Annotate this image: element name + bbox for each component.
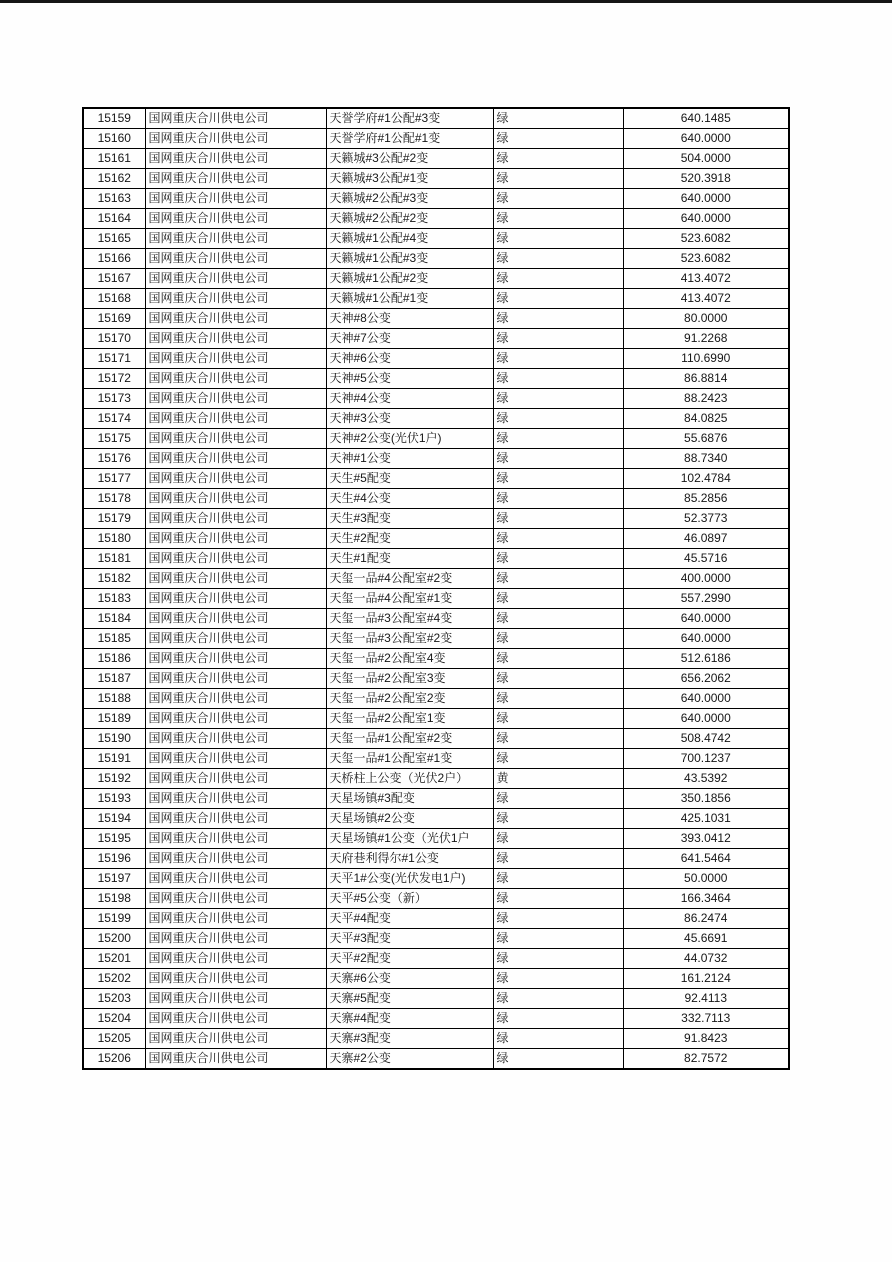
row-id-cell: 15187 [83, 669, 145, 689]
company-name-cell: 国网重庆合川供电公司 [145, 849, 326, 869]
status-color-label-cell: 绿 [493, 569, 623, 589]
company-name-cell: 国网重庆合川供电公司 [145, 389, 326, 409]
capacity-value-cell: 413.4072 [623, 269, 789, 289]
transformer-name-cell: 天籁城#3公配#1变 [326, 169, 493, 189]
company-name-cell: 国网重庆合川供电公司 [145, 809, 326, 829]
company-name-cell: 国网重庆合川供电公司 [145, 409, 326, 429]
row-id-cell: 15181 [83, 549, 145, 569]
table-row [83, 369, 789, 389]
status-color-label-cell: 绿 [493, 369, 623, 389]
table-row [83, 169, 789, 189]
transformer-name-cell: 天神#3公变 [326, 409, 493, 429]
row-id-cell: 15188 [83, 689, 145, 709]
table-row [83, 489, 789, 509]
row-id-cell: 15164 [83, 209, 145, 229]
status-color-label-cell: 绿 [493, 829, 623, 849]
row-id-cell: 15177 [83, 469, 145, 489]
row-id-cell: 15163 [83, 189, 145, 209]
capacity-value-cell: 82.7572 [623, 1049, 789, 1070]
status-color-label-cell: 绿 [493, 129, 623, 149]
status-color-label-cell: 绿 [493, 409, 623, 429]
transformer-name-cell: 天寨#2公变 [326, 1049, 493, 1070]
status-color-label-cell: 绿 [493, 149, 623, 169]
row-id-cell: 15172 [83, 369, 145, 389]
row-id-cell: 15194 [83, 809, 145, 829]
transformer-name-cell: 天平#5公变（新） [326, 889, 493, 909]
company-name-cell: 国网重庆合川供电公司 [145, 629, 326, 649]
table-row [83, 749, 789, 769]
capacity-value-cell: 43.5392 [623, 769, 789, 789]
page-top-border [0, 0, 892, 3]
row-id-cell: 15203 [83, 989, 145, 1009]
table-row [83, 429, 789, 449]
status-color-label-cell: 绿 [493, 789, 623, 809]
table-row [83, 909, 789, 929]
status-color-label-cell: 绿 [493, 1049, 623, 1070]
company-name-cell: 国网重庆合川供电公司 [145, 649, 326, 669]
company-name-cell: 国网重庆合川供电公司 [145, 789, 326, 809]
table-row [83, 1009, 789, 1029]
row-id-cell: 15204 [83, 1009, 145, 1029]
row-id-cell: 15198 [83, 889, 145, 909]
transformer-name-cell: 天玺一品#1公配室#2变 [326, 729, 493, 749]
company-name-cell: 国网重庆合川供电公司 [145, 929, 326, 949]
status-color-label-cell: 绿 [493, 529, 623, 549]
company-name-cell: 国网重庆合川供电公司 [145, 1009, 326, 1029]
company-name-cell: 国网重庆合川供电公司 [145, 108, 326, 129]
row-id-cell: 15190 [83, 729, 145, 749]
status-color-label-cell: 绿 [493, 429, 623, 449]
company-name-cell: 国网重庆合川供电公司 [145, 989, 326, 1009]
company-name-cell: 国网重庆合川供电公司 [145, 349, 326, 369]
status-color-label-cell: 绿 [493, 389, 623, 409]
company-name-cell: 国网重庆合川供电公司 [145, 1049, 326, 1070]
capacity-value-cell: 523.6082 [623, 249, 789, 269]
row-id-cell: 15171 [83, 349, 145, 369]
row-id-cell: 15195 [83, 829, 145, 849]
capacity-value-cell: 504.0000 [623, 149, 789, 169]
transformer-name-cell: 天生#3配变 [326, 509, 493, 529]
capacity-value-cell: 45.5716 [623, 549, 789, 569]
row-id-cell: 15186 [83, 649, 145, 669]
table-row [83, 389, 789, 409]
row-id-cell: 15176 [83, 449, 145, 469]
capacity-value-cell: 641.5464 [623, 849, 789, 869]
table-row [83, 108, 789, 129]
table-row [83, 209, 789, 229]
row-id-cell: 15183 [83, 589, 145, 609]
capacity-value-cell: 400.0000 [623, 569, 789, 589]
transformer-name-cell: 天籁城#1公配#3变 [326, 249, 493, 269]
row-id-cell: 15197 [83, 869, 145, 889]
transformer-name-cell: 天玺一品#2公配室4变 [326, 649, 493, 669]
table-row [83, 309, 789, 329]
capacity-value-cell: 102.4784 [623, 469, 789, 489]
company-name-cell: 国网重庆合川供电公司 [145, 569, 326, 589]
transformer-name-cell: 天神#6公变 [326, 349, 493, 369]
status-color-label-cell: 绿 [493, 549, 623, 569]
status-color-label-cell: 绿 [493, 509, 623, 529]
table-row [83, 449, 789, 469]
capacity-value-cell: 52.3773 [623, 509, 789, 529]
row-id-cell: 15202 [83, 969, 145, 989]
company-name-cell: 国网重庆合川供电公司 [145, 149, 326, 169]
table-row [83, 609, 789, 629]
table-row [83, 149, 789, 169]
status-color-label-cell: 绿 [493, 729, 623, 749]
status-color-label-cell: 绿 [493, 449, 623, 469]
status-color-label-cell: 绿 [493, 289, 623, 309]
status-color-label-cell: 黄 [493, 769, 623, 789]
status-color-label-cell: 绿 [493, 249, 623, 269]
transformer-name-cell: 天星场镇#2公变 [326, 809, 493, 829]
capacity-value-cell: 88.7340 [623, 449, 789, 469]
company-name-cell: 国网重庆合川供电公司 [145, 289, 326, 309]
transformer-name-cell: 天神#1公变 [326, 449, 493, 469]
transformer-name-cell: 天平#3配变 [326, 929, 493, 949]
company-name-cell: 国网重庆合川供电公司 [145, 469, 326, 489]
row-id-cell: 15180 [83, 529, 145, 549]
company-name-cell: 国网重庆合川供电公司 [145, 209, 326, 229]
row-id-cell: 15191 [83, 749, 145, 769]
table-row [83, 989, 789, 1009]
status-color-label-cell: 绿 [493, 849, 623, 869]
row-id-cell: 15184 [83, 609, 145, 629]
capacity-value-cell: 700.1237 [623, 749, 789, 769]
company-name-cell: 国网重庆合川供电公司 [145, 189, 326, 209]
capacity-value-cell: 520.3918 [623, 169, 789, 189]
table-row [83, 569, 789, 589]
row-id-cell: 15178 [83, 489, 145, 509]
transformer-name-cell: 天誉学府#1公配#3变 [326, 108, 493, 129]
table-row [83, 129, 789, 149]
row-id-cell: 15199 [83, 909, 145, 929]
capacity-value-cell: 92.4113 [623, 989, 789, 1009]
row-id-cell: 15200 [83, 929, 145, 949]
row-id-cell: 15201 [83, 949, 145, 969]
status-color-label-cell: 绿 [493, 269, 623, 289]
status-color-label-cell: 绿 [493, 1029, 623, 1049]
status-color-label-cell: 绿 [493, 329, 623, 349]
table-row [83, 789, 789, 809]
transformer-name-cell: 天寨#4配变 [326, 1009, 493, 1029]
capacity-value-cell: 46.0897 [623, 529, 789, 549]
transformer-name-cell: 天平#2配变 [326, 949, 493, 969]
capacity-value-cell: 50.0000 [623, 869, 789, 889]
capacity-value-cell: 640.0000 [623, 709, 789, 729]
capacity-value-cell: 85.2856 [623, 489, 789, 509]
transformer-table [82, 107, 790, 1070]
table-row [83, 509, 789, 529]
transformer-name-cell: 天籁城#2公配#2变 [326, 209, 493, 229]
transformer-name-cell: 天籁城#3公配#2变 [326, 149, 493, 169]
capacity-value-cell: 332.7113 [623, 1009, 789, 1029]
capacity-value-cell: 640.0000 [623, 129, 789, 149]
row-id-cell: 15179 [83, 509, 145, 529]
status-color-label-cell: 绿 [493, 809, 623, 829]
company-name-cell: 国网重庆合川供电公司 [145, 689, 326, 709]
row-id-cell: 15196 [83, 849, 145, 869]
company-name-cell: 国网重庆合川供电公司 [145, 609, 326, 629]
company-name-cell: 国网重庆合川供电公司 [145, 709, 326, 729]
table-row [83, 469, 789, 489]
table-row [83, 649, 789, 669]
transformer-name-cell: 天玺一品#2公配室3变 [326, 669, 493, 689]
table-row [83, 329, 789, 349]
company-name-cell: 国网重庆合川供电公司 [145, 729, 326, 749]
status-color-label-cell: 绿 [493, 949, 623, 969]
company-name-cell: 国网重庆合川供电公司 [145, 549, 326, 569]
transformer-name-cell: 天神#5公变 [326, 369, 493, 389]
status-color-label-cell: 绿 [493, 669, 623, 689]
transformer-name-cell: 天神#2公变(光伏1户) [326, 429, 493, 449]
row-id-cell: 15182 [83, 569, 145, 589]
status-color-label-cell: 绿 [493, 689, 623, 709]
status-color-label-cell: 绿 [493, 108, 623, 129]
transformer-name-cell: 天玺一品#4公配室#2变 [326, 569, 493, 589]
transformer-name-cell: 天生#1配变 [326, 549, 493, 569]
company-name-cell: 国网重庆合川供电公司 [145, 949, 326, 969]
company-name-cell: 国网重庆合川供电公司 [145, 229, 326, 249]
capacity-value-cell: 640.1485 [623, 108, 789, 129]
transformer-name-cell: 天籁城#2公配#3变 [326, 189, 493, 209]
table-row [83, 409, 789, 429]
table-row [83, 809, 789, 829]
transformer-name-cell: 天生#4公变 [326, 489, 493, 509]
company-name-cell: 国网重庆合川供电公司 [145, 869, 326, 889]
transformer-name-cell: 天寨#6公变 [326, 969, 493, 989]
transformer-name-cell: 天生#2配变 [326, 529, 493, 549]
table-row [83, 269, 789, 289]
company-name-cell: 国网重庆合川供电公司 [145, 589, 326, 609]
capacity-value-cell: 45.6691 [623, 929, 789, 949]
company-name-cell: 国网重庆合川供电公司 [145, 429, 326, 449]
table-row [83, 969, 789, 989]
table-row [83, 1049, 789, 1070]
row-id-cell: 15160 [83, 129, 145, 149]
status-color-label-cell: 绿 [493, 989, 623, 1009]
transformer-name-cell: 天平#4配变 [326, 909, 493, 929]
status-color-label-cell: 绿 [493, 349, 623, 369]
table-row [83, 529, 789, 549]
row-id-cell: 15162 [83, 169, 145, 189]
status-color-label-cell: 绿 [493, 169, 623, 189]
status-color-label-cell: 绿 [493, 749, 623, 769]
capacity-value-cell: 523.6082 [623, 229, 789, 249]
row-id-cell: 15161 [83, 149, 145, 169]
capacity-value-cell: 425.1031 [623, 809, 789, 829]
capacity-value-cell: 557.2990 [623, 589, 789, 609]
transformer-name-cell: 天神#4公变 [326, 389, 493, 409]
company-name-cell: 国网重庆合川供电公司 [145, 129, 326, 149]
capacity-value-cell: 413.4072 [623, 289, 789, 309]
company-name-cell: 国网重庆合川供电公司 [145, 829, 326, 849]
status-color-label-cell: 绿 [493, 709, 623, 729]
transformer-name-cell: 天桥柱上公变（光伏2户） [326, 769, 493, 789]
transformer-name-cell: 天玺一品#4公配室#1变 [326, 589, 493, 609]
table-row [83, 769, 789, 789]
transformer-name-cell: 天寨#5配变 [326, 989, 493, 1009]
status-color-label-cell: 绿 [493, 609, 623, 629]
table-row [83, 949, 789, 969]
company-name-cell: 国网重庆合川供电公司 [145, 769, 326, 789]
capacity-value-cell: 44.0732 [623, 949, 789, 969]
capacity-value-cell: 55.6876 [623, 429, 789, 449]
capacity-value-cell: 512.6186 [623, 649, 789, 669]
transformer-name-cell: 天玺一品#2公配室2变 [326, 689, 493, 709]
company-name-cell: 国网重庆合川供电公司 [145, 269, 326, 289]
capacity-value-cell: 393.0412 [623, 829, 789, 849]
capacity-value-cell: 640.0000 [623, 209, 789, 229]
capacity-value-cell: 161.2124 [623, 969, 789, 989]
row-id-cell: 15174 [83, 409, 145, 429]
capacity-value-cell: 350.1856 [623, 789, 789, 809]
status-color-label-cell: 绿 [493, 649, 623, 669]
row-id-cell: 15205 [83, 1029, 145, 1049]
company-name-cell: 国网重庆合川供电公司 [145, 249, 326, 269]
transformer-name-cell: 天誉学府#1公配#1变 [326, 129, 493, 149]
capacity-value-cell: 84.0825 [623, 409, 789, 429]
status-color-label-cell: 绿 [493, 229, 623, 249]
table-row [83, 849, 789, 869]
capacity-value-cell: 91.2268 [623, 329, 789, 349]
capacity-value-cell: 508.4742 [623, 729, 789, 749]
company-name-cell: 国网重庆合川供电公司 [145, 489, 326, 509]
company-name-cell: 国网重庆合川供电公司 [145, 889, 326, 909]
status-color-label-cell: 绿 [493, 469, 623, 489]
capacity-value-cell: 80.0000 [623, 309, 789, 329]
company-name-cell: 国网重庆合川供电公司 [145, 909, 326, 929]
capacity-value-cell: 88.2423 [623, 389, 789, 409]
capacity-value-cell: 86.8814 [623, 369, 789, 389]
transformer-name-cell: 天生#5配变 [326, 469, 493, 489]
row-id-cell: 15165 [83, 229, 145, 249]
status-color-label-cell: 绿 [493, 189, 623, 209]
table-row [83, 889, 789, 909]
status-color-label-cell: 绿 [493, 889, 623, 909]
table-row [83, 589, 789, 609]
transformer-name-cell: 天玺一品#3公配室#2变 [326, 629, 493, 649]
company-name-cell: 国网重庆合川供电公司 [145, 329, 326, 349]
table-row [83, 669, 789, 689]
capacity-value-cell: 110.6990 [623, 349, 789, 369]
row-id-cell: 15173 [83, 389, 145, 409]
transformer-name-cell: 天玺一品#3公配室#4变 [326, 609, 493, 629]
status-color-label-cell: 绿 [493, 869, 623, 889]
row-id-cell: 15169 [83, 309, 145, 329]
row-id-cell: 15159 [83, 108, 145, 129]
row-id-cell: 15192 [83, 769, 145, 789]
transformer-name-cell: 天玺一品#1公配室#1变 [326, 749, 493, 769]
capacity-value-cell: 640.0000 [623, 629, 789, 649]
company-name-cell: 国网重庆合川供电公司 [145, 449, 326, 469]
capacity-value-cell: 640.0000 [623, 609, 789, 629]
table-row [83, 549, 789, 569]
status-color-label-cell: 绿 [493, 489, 623, 509]
row-id-cell: 15166 [83, 249, 145, 269]
capacity-value-cell: 166.3464 [623, 889, 789, 909]
capacity-value-cell: 91.8423 [623, 1029, 789, 1049]
status-color-label-cell: 绿 [493, 209, 623, 229]
row-id-cell: 15167 [83, 269, 145, 289]
table-row [83, 869, 789, 889]
table-row [83, 689, 789, 709]
transformer-name-cell: 天神#8公变 [326, 309, 493, 329]
company-name-cell: 国网重庆合川供电公司 [145, 369, 326, 389]
company-name-cell: 国网重庆合川供电公司 [145, 309, 326, 329]
status-color-label-cell: 绿 [493, 629, 623, 649]
table-row [83, 729, 789, 749]
table-row [83, 709, 789, 729]
capacity-value-cell: 640.0000 [623, 189, 789, 209]
table-body [83, 108, 789, 1069]
status-color-label-cell: 绿 [493, 1009, 623, 1029]
row-id-cell: 15189 [83, 709, 145, 729]
transformer-name-cell: 天籁城#1公配#1变 [326, 289, 493, 309]
transformer-name-cell: 天府巷利得尔#1公变 [326, 849, 493, 869]
row-id-cell: 15168 [83, 289, 145, 309]
table-row [83, 1029, 789, 1049]
status-color-label-cell: 绿 [493, 589, 623, 609]
capacity-value-cell: 640.0000 [623, 689, 789, 709]
company-name-cell: 国网重庆合川供电公司 [145, 509, 326, 529]
transformer-name-cell: 天平1#公变(光伏发电1户) [326, 869, 493, 889]
transformer-name-cell: 天星场镇#3配变 [326, 789, 493, 809]
status-color-label-cell: 绿 [493, 309, 623, 329]
row-id-cell: 15193 [83, 789, 145, 809]
transformer-name-cell: 天玺一品#2公配室1变 [326, 709, 493, 729]
capacity-value-cell: 656.2062 [623, 669, 789, 689]
transformer-name-cell: 天寨#3配变 [326, 1029, 493, 1049]
transformer-name-cell: 天籁城#1公配#2变 [326, 269, 493, 289]
company-name-cell: 国网重庆合川供电公司 [145, 969, 326, 989]
status-color-label-cell: 绿 [493, 909, 623, 929]
company-name-cell: 国网重庆合川供电公司 [145, 669, 326, 689]
transformer-name-cell: 天星场镇#1公变（光伏1户 [326, 829, 493, 849]
row-id-cell: 15206 [83, 1049, 145, 1070]
status-color-label-cell: 绿 [493, 929, 623, 949]
company-name-cell: 国网重庆合川供电公司 [145, 749, 326, 769]
table-row [83, 249, 789, 269]
table-row [83, 189, 789, 209]
company-name-cell: 国网重庆合川供电公司 [145, 169, 326, 189]
table-row [83, 289, 789, 309]
table-row [83, 229, 789, 249]
transformer-name-cell: 天神#7公变 [326, 329, 493, 349]
company-name-cell: 国网重庆合川供电公司 [145, 529, 326, 549]
row-id-cell: 15185 [83, 629, 145, 649]
table-row [83, 349, 789, 369]
row-id-cell: 15175 [83, 429, 145, 449]
row-id-cell: 15170 [83, 329, 145, 349]
status-color-label-cell: 绿 [493, 969, 623, 989]
table-row [83, 929, 789, 949]
table-row [83, 829, 789, 849]
capacity-value-cell: 86.2474 [623, 909, 789, 929]
transformer-name-cell: 天籁城#1公配#4变 [326, 229, 493, 249]
company-name-cell: 国网重庆合川供电公司 [145, 1029, 326, 1049]
table-row [83, 629, 789, 649]
